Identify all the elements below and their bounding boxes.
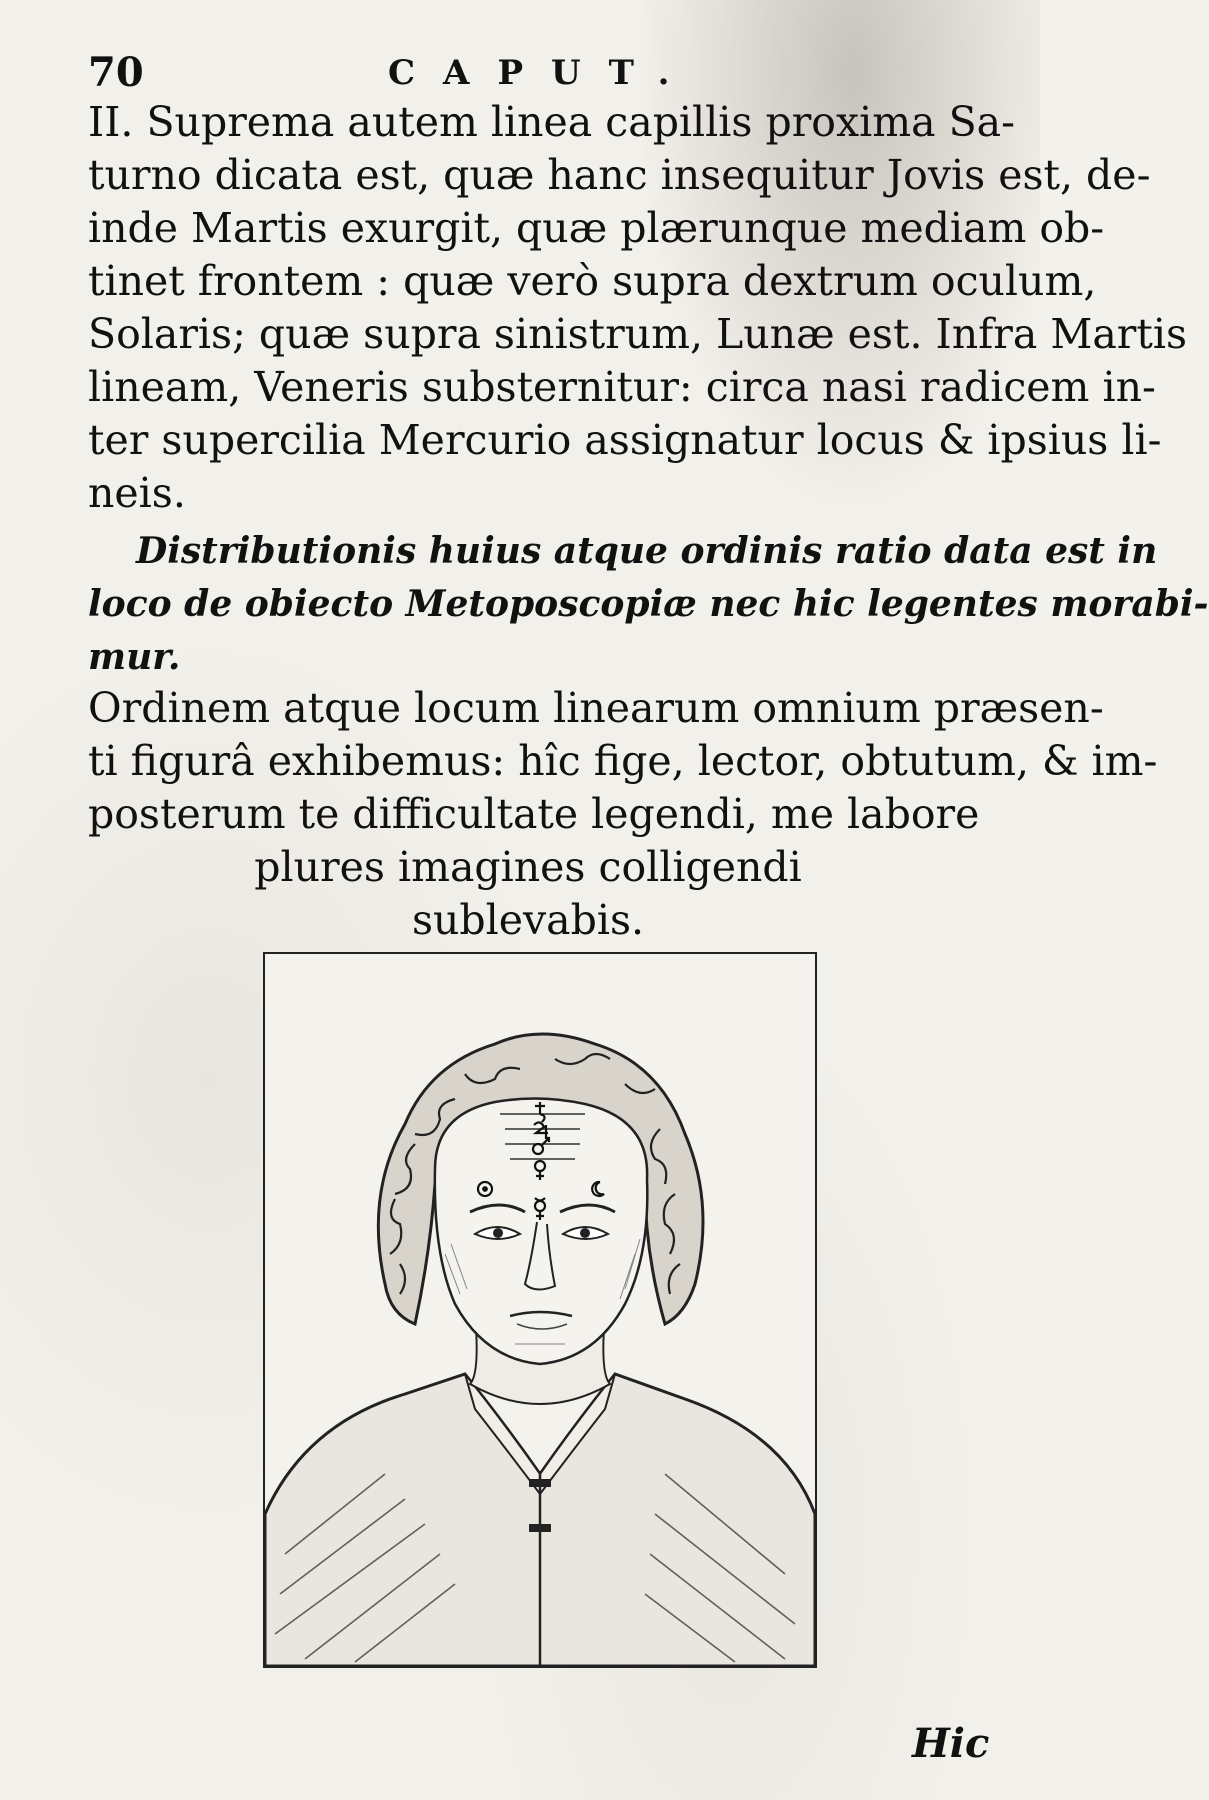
paragraph-1: [88, 96, 1188, 520]
paragraph-2-italic: [88, 525, 1209, 684]
text-line: turno dicata est, quæ hanc insequitur Jovis est, de-: [88, 151, 1151, 199]
text-line: Distributionis huius atque ordinis ratio data est in: [136, 530, 1158, 572]
text-line: ter supercilia Mercurio assignatur locus & ipsius li-: [88, 416, 1162, 464]
centered-line: plures imagines colligendi: [254, 843, 802, 891]
text-line: Ordinem atque locum linearum omnium præsen-: [88, 684, 1104, 732]
running-head: CAPUT.: [388, 53, 698, 93]
page-header: [88, 48, 968, 98]
text-line: tinet frontem : quæ verò supra dextrum oculum,: [88, 257, 1097, 305]
centered-line: sublevabis.: [411, 896, 645, 944]
text-line: lineam, Veneris substernitur: circa nasi radicem in-: [88, 363, 1156, 411]
text-line: II. Suprema autem linea capillis proxima Sa-: [88, 98, 1015, 146]
paragraph-3: [88, 682, 1158, 947]
text-line: mur.: [88, 636, 181, 678]
page-number: 70: [88, 49, 144, 96]
text-line: inde Martis exurgit, quæ plærunque mediam ob-: [88, 204, 1105, 252]
text-line: loco de obiecto Metoposcopiæ nec hic legentes morabi-: [88, 583, 1209, 625]
catchword: Hic: [912, 1720, 990, 1767]
text-line: ti figurâ exhibemus: hîc fige, lector, obtutum, & im-: [88, 737, 1158, 785]
woodcut-portrait-icon: [265, 954, 815, 1666]
portrait-figure: [263, 952, 817, 1668]
text-line: neis.: [88, 469, 186, 517]
centered-line: posterum te difficultate legendi, me labore: [88, 790, 980, 838]
text-line: Solaris; quæ supra sinistrum, Lunæ est. Infra Martis: [88, 310, 1188, 358]
